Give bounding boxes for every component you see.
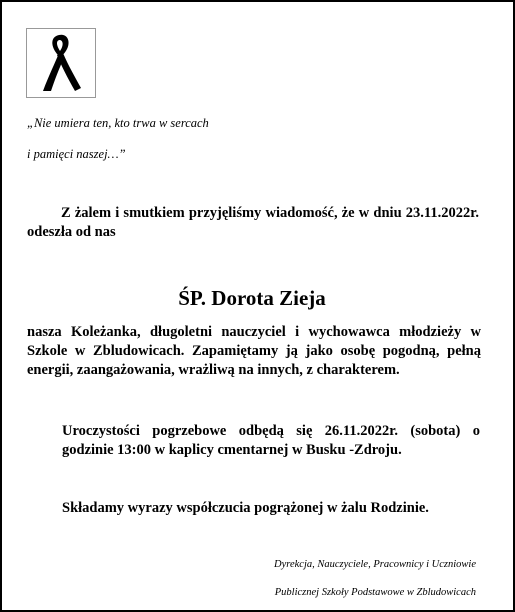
quote-line-1: „Nie umiera ten, kto trwa w sercach — [27, 116, 209, 130]
mourning-ribbon-frame — [26, 28, 96, 98]
signature-line-1: Dyrekcja, Nauczyciele, Pracownicy i Uczniowie — [274, 559, 476, 570]
condolences-paragraph: Składamy wyrazy współczucia pogrążonej w żalu Rodzinie. — [62, 500, 429, 516]
quote-line-2: i pamięci naszej…” — [27, 147, 126, 161]
mourning-ribbon-icon — [37, 33, 85, 93]
funeral-paragraph: Uroczystości pogrzebowe odbędą się 26.11.2022r. (sobota) o godzinie 13:00 w kaplicy cmentarnej w Busku -Zdroju. — [62, 423, 480, 458]
deceased-name: ŚP. Dorota Zieja — [178, 286, 326, 310]
tribute-paragraph: nasza Koleżanka, długoletni nauczyciel i wychowawca młodzieży w Szkole w Zbludowicach. Zapamiętamy ją jako osobę pogodną, pełną energii, zaangażowania, wrażliwą na innych, z charakterem. — [27, 324, 481, 378]
announcement-paragraph — [27, 204, 479, 242]
signature-line-2: Publicznej Szkoły Podstawowe w Zbludowicach — [274, 587, 476, 598]
announcement-text: Z żalem i smutkiem przyjęliśmy wiadomość, że w dniu 23.11.2022r. odeszła od nas — [27, 205, 479, 240]
